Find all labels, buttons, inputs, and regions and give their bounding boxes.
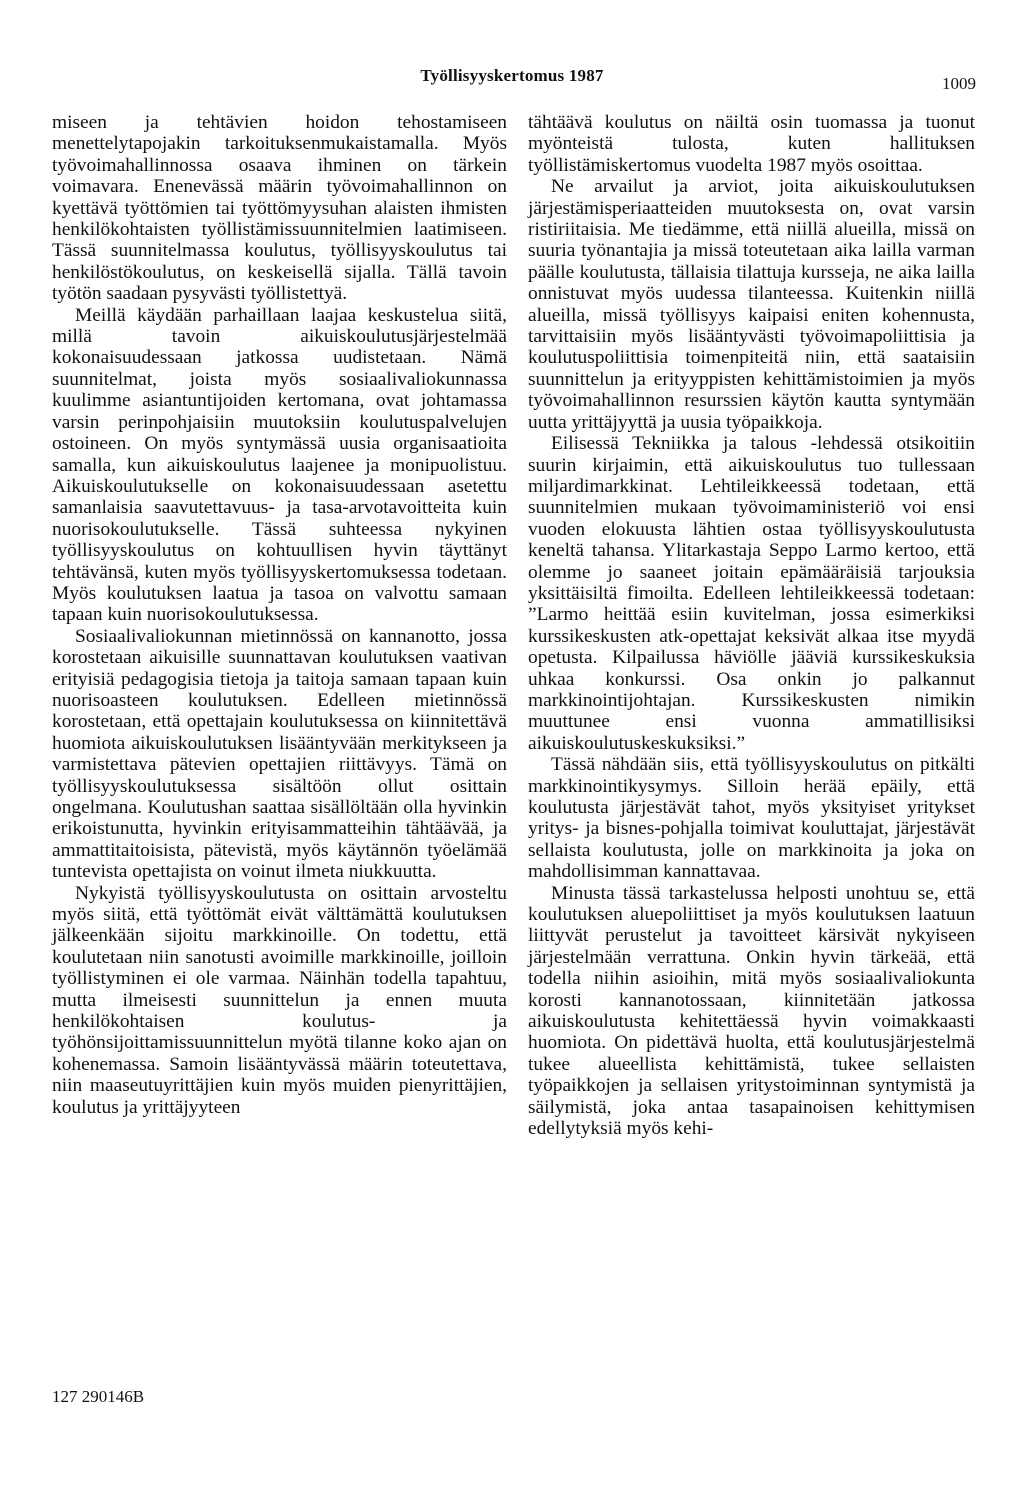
paragraph: Eilisessä Tekniikka ja talous -lehdessä otsikoitiin suurin kirjaimin, että aikuiskoulutus tuo tullessaan miljardimarkkinat. Lehtileikkeessä todetaan, että suunnitelmien mukaan työvoimaministeriö voi ensi vuoden elokuusta lähtien ostaa työllisyyskoulutusta keneltä tahansa. Ylitarkastaja Seppo Larmo kertoo, että olemme jo saaneet joitain epämääräisiä tarjouksia yksittäisiltä fimoilta. Edelleen lehtileikkeessä todetaan: ”Larmo heittää esiin kuvitelman, jossa esimerkiksi kurssikeskusten atk-opettajat keksivät alkaa itse myydä opetusta. Kilpailussa häviölle jääviä kurssikeskuksia uhkaa konkurssi. Osa onkin jo palkannut markkinointijohtajan. Kurssikeskusten nimikin muuttunee ensi vuonna ammatillisiksi aikuiskoulutuskeskuksiksi.” bbox=[528, 433, 975, 754]
paragraph: Nykyistä työllisyyskoulutusta on osittain arvosteltu myös siitä, että työttömät eivät välttämättä koulutuksen jälkeenkään sijoitu markkinoille. On todettu, että koulutetaan niin sanotusti avoimille markkinoille, joilloin työllistyminen ei ole varmaa. Näinhän todella tapahtuu, mutta ilmeisesti suunnittelun ja ennen muuta henkilökohtaisen koulutus- ja työhönsijoittamissuunnittelun myötä tilanne koko ajan on kohenemassa. Samoin lisääntyvässä määrin toteutettava, niin maaseutuyrittäjien kuin myös muiden pienyrittäjien, koulutus ja yrittäjyyteen bbox=[52, 882, 507, 1118]
paragraph: tähtäävä koulutus on näiltä osin tuomassa ja tuonut myönteistä tulosta, kuten hallituksen työllistämiskertomus vuodelta 1987 myös osoittaa. bbox=[528, 112, 975, 176]
paragraph: miseen ja tehtävien hoidon tehostamiseen menettelytapojakin tarkoituksenmukaistamalla. Myös työvoimahallinnossa osaava ihminen on tärkein voimavara. Enenevässä määrin työvoimahallinnon on kyettävä työttömien tai työttömyysuhan alaisten ihmisten henkilökohtaisten työllistämissuunnitelmien laatimiseen. Tässä suunnitelmassa koulutus, työllisyyskoulutus tai henkilöstökoulutus, on keskeisellä sijalla. Tällä tavoin työtön saadaan pysyvästi työllistettyä. bbox=[52, 112, 507, 305]
paragraph: Tässä nähdään siis, että työllisyyskoulutus on pitkälti markkinointikysymys. Silloin herää epäily, että koulutusta järjestävät tahot, myös yksityiset yritykset yritys- ja bisnes-pohjalla toimivat kouluttajat, järjestävät sellaista koulutusta, jolle on markkinoita ja joka on mahdollisimman kannattavaa. bbox=[528, 754, 975, 883]
paragraph: Meillä käydään parhaillaan laajaa keskustelua siitä, millä tavoin aikuiskoulutusjärjestelmää kokonaisuudessaan jatkossa uudistetaan. Nämä suunnitelmat, joista myös sosiaalivaliokunnassa kuulimme asiantuntijoiden kertomana, ovat johtamassa varsin perinpohjaisiin muutoksiin koulutuspalvelujen ostoineen. On myös syntymässä uusia organisaatioita samalla, kun aikuiskoulutus laajenee ja monipuolistuu. Aikuiskoulutukselle on kokonaisuudessaan asetettu samanlaisia saavutettavuus- ja tasa-arvotavoitteita kuin nuorisokoulutukselle. Tässä suhteessa nykyinen työllisyyskoulutus on kohtuullisen hyvin täyttänyt tehtävänsä, kuten myös työllisyyskertomuksessa todetaan. Myös koulutuksen laatua ja tasoa on valvottu samaan tapaan kuin nuorisokoulutuksessa. bbox=[52, 304, 507, 626]
paragraph: Minusta tässä tarkastelussa helposti unohtuu se, että koulutuksen aluepoliittiset ja myös koulutuksen laatuun liittyvät perustelut ja tavoitteet kärsivät nykyiseen järjestelmään verrattuna. Onkin hyvin tärkeää, että todella niihin asioihin, mitä myös sosiaalivaliokunta korosti kannanotossaan, kiinnitetään jatkossa aikuiskoulutusta kehitettäessä hyvin voimakkaasti huomiota. On pidettävä huolta, että koulutusjärjestelmä tukee alueellista kehittämistä, tukee sellaisten työpaikkojen ja sellaisen yritystoiminnan syntymistä ja säilymistä, joka antaa tasapainoisen kehittymisen edellytyksiä myös kehi- bbox=[528, 882, 975, 1140]
running-title: Työllisyyskertomus 1987 bbox=[420, 66, 604, 85]
paragraph: Sosiaalivaliokunnan mietinnössä on kannanotto, jossa korostetaan aikuisille suunnattavan koulutuksen vaativan erityisiä pedagogisia tietoja ja taitoja samaan tapaan kuin nuorisoasteen koulutuksen. Edelleen mietinnössä korostetaan, että opettajain koulutuksessa on kiinnitettävä huomiota aikuiskoulutuksen lisääntyvään merkitykseen ja varmistettava pätevien opettajien riittävyys. Tämä on työllisyyskoulutuksessa sisältöön ollut osittain ongelmana. Koulutushan saattaa sisällöltään olla hyvinkin erikoistunutta, hyvinkin erityisammatteihin tähtäävää, ja ammattitaitoisista, pätevistä, myös käytännön työelämää tuntevista opettajista on voinut ilmeta niukkuutta. bbox=[52, 625, 507, 883]
right-column bbox=[528, 112, 975, 1140]
paragraph: Ne arvailut ja arviot, joita aikuiskoulutuksen järjestämisperiaatteiden muutoksesta on, ovat varsin ristiriitaisia. Me tiedämme, että niillä alueilla, missä on suuria työnantajia ja missä toteutetaan aika lailla varman päälle koulutusta, tällaisia tilattuja kursseja, ne aika lailla onnistuvat myös uudessa tilanteessa. Kuitenkin niillä alueilla, missä työllisyys kaipaisi eniten kohennusta, tarvittaisiin myös lisääntyvästi työvoimapoliittisia ja koulutuspoliittisia toimenpiteitä niin, että saataisiin suunnittelun ja erityyppisten kehittämistoimien ja myös työvoimahallinnon resurssien käytön kautta syntymään uutta yrittäjyyttä ja uusia työpaikkoja. bbox=[528, 176, 975, 433]
left-column bbox=[52, 112, 507, 1118]
print-code: 127 290146B bbox=[52, 1387, 145, 1406]
page-number: 1009 bbox=[942, 74, 976, 93]
